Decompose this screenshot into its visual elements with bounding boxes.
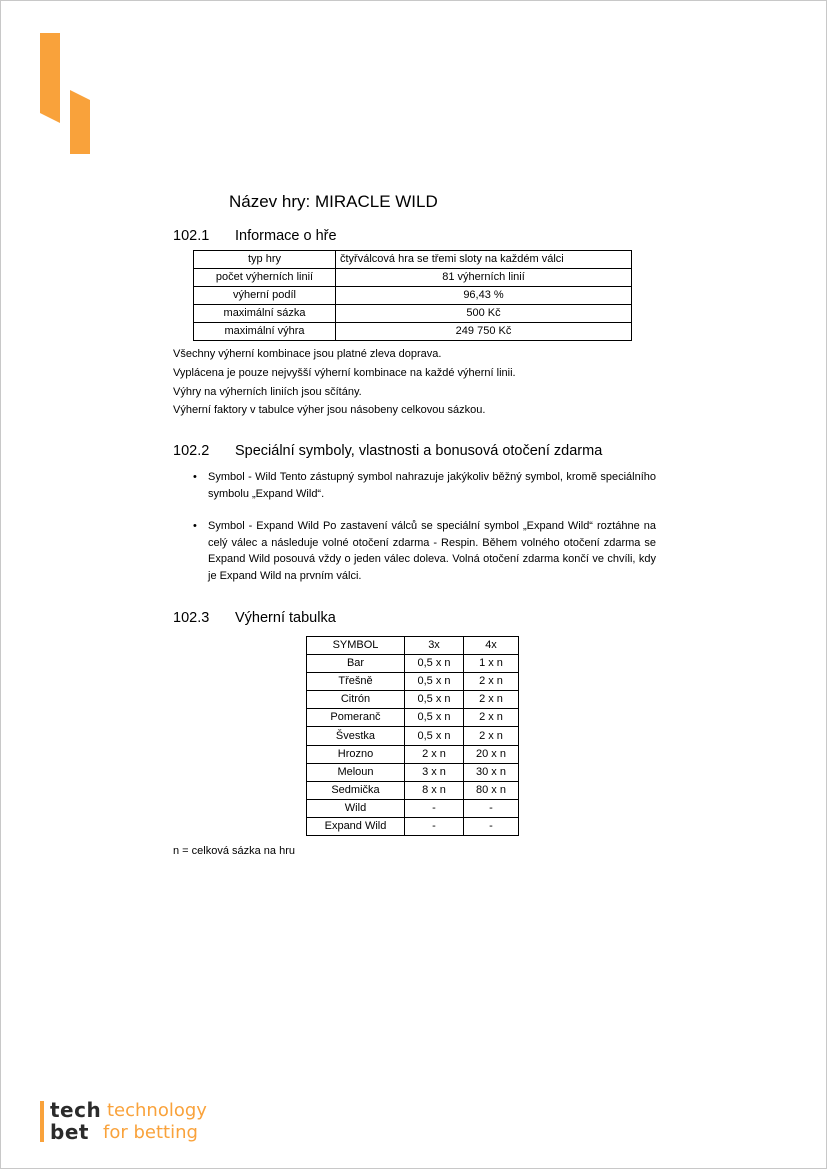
logo-word-bet: bet [50,1120,89,1144]
payout-cell: 2 x n [464,691,519,709]
table-row [194,251,632,269]
payout-cell: 0,5 x n [405,655,464,673]
payout-cell: 80 x n [464,781,519,799]
table-row [307,763,519,781]
symbol-name-cell: Wild [307,799,405,817]
table-row [307,691,519,709]
table-header-row [307,637,519,655]
table-row [194,269,632,287]
rule-paragraph: Vyplácena je pouze nejvyšší výherní kombinace na každé výherní linii. [173,366,516,379]
payout-cell: - [405,799,464,817]
section-number: 102.2 [173,443,210,459]
table-row [307,727,519,745]
section-title: Speciální symboly, vlastnosti a bonusová otočení zdarma [235,443,603,459]
info-value: 81 výherních linií [336,269,632,287]
brand-mark-logo [40,33,92,155]
table-row [194,323,632,341]
section-title: Výherní tabulka [235,610,336,626]
rule-paragraph: Výhry na výherních liniích jsou sčítány. [173,385,362,398]
info-label: maximální výhra [194,323,336,341]
section-title: Informace o hře [235,228,337,244]
paytable [306,636,519,836]
game-info-table [193,250,632,341]
info-label: počet výherních linií [194,269,336,287]
table-row [307,673,519,691]
payout-cell: 8 x n [405,781,464,799]
list-item-text: Symbol - Expand Wild Po zastavení válců se speciální symbol „Expand Wild“ roztáhne na celý válec a následuje volné otočení zdarma - Respin. Během volného otočení zdarma se Expand Wild posouvá vždy o jeden válec doleva. Volná otočení zdarma končí ve chvíli, kdy je Expand Wild na prvním válci. [208,520,656,582]
bullet-icon: • [193,520,197,532]
symbol-name-cell: Citrón [307,691,405,709]
section-heading-special [173,443,602,459]
bullet-icon: • [193,471,197,483]
info-value: čtyřválcová hra se třemi sloty na každém válci [336,251,632,269]
symbol-name-cell: Hrozno [307,745,405,763]
page-title: Název hry: MIRACLE WILD [229,192,438,211]
rules-paragraphs [173,345,516,420]
payout-cell: 30 x n [464,763,519,781]
logo-tagline-technology: technology [107,1100,207,1121]
rule-paragraph: Všechny výherní kombinace jsou platné zleva doprava. [173,348,442,360]
payout-cell: - [464,817,519,835]
column-header: 3x [405,637,464,655]
logo-tagline-for-betting: for betting [103,1122,198,1143]
rule-paragraph: Výherní faktory v tabulce výher jsou násobeny celkovou sázkou. [173,404,486,417]
column-header: SYMBOL [307,637,405,655]
payout-cell: 2 x n [464,727,519,745]
payout-cell: 3 x n [405,763,464,781]
logo-word-tech: tech [50,1098,102,1122]
techbet-logo [40,1098,240,1146]
table-row [307,709,519,727]
payout-cell: 0,5 x n [405,673,464,691]
payout-cell: - [464,799,519,817]
special-symbols-list [193,469,656,600]
payout-cell: - [405,817,464,835]
symbol-name-cell: Třešně [307,673,405,691]
info-label: typ hry [194,251,336,269]
symbol-name-cell: Bar [307,655,405,673]
list-item [193,518,656,584]
section-number: 102.3 [173,610,210,626]
table-row [307,655,519,673]
logo-bar-icon [40,1101,44,1142]
section-number: 102.1 [173,228,210,244]
table-row [307,799,519,817]
table-row [307,781,519,799]
column-header: 4x [464,637,519,655]
table-row [307,817,519,835]
list-item-text: Symbol - Wild Tento zástupný symbol nahrazuje jakýkoliv běžný symbol, kromě speciálního symbolu „Expand Wild“. [208,471,656,500]
list-item [193,469,656,502]
table-row [307,745,519,763]
payout-cell: 0,5 x n [405,709,464,727]
info-value: 96,43 % [336,287,632,305]
payout-cell: 0,5 x n [405,727,464,745]
payout-cell: 2 x n [405,745,464,763]
symbol-name-cell: Švestka [307,727,405,745]
info-label: maximální sázka [194,305,336,323]
section-heading-info [173,228,337,244]
symbol-name-cell: Sedmička [307,781,405,799]
payout-cell: 2 x n [464,673,519,691]
payout-cell: 0,5 x n [405,691,464,709]
payout-cell: 1 x n [464,655,519,673]
info-value: 249 750 Kč [336,323,632,341]
payout-cell: 20 x n [464,745,519,763]
paytable-footnote: n = celková sázka na hru [173,845,295,857]
payout-cell: 2 x n [464,709,519,727]
table-row [194,287,632,305]
info-label: výherní podíl [194,287,336,305]
symbol-name-cell: Pomeranč [307,709,405,727]
table-row [194,305,632,323]
info-value: 500 Kč [336,305,632,323]
symbol-name-cell: Meloun [307,763,405,781]
symbol-name-cell: Expand Wild [307,817,405,835]
section-heading-paytable [173,610,336,626]
